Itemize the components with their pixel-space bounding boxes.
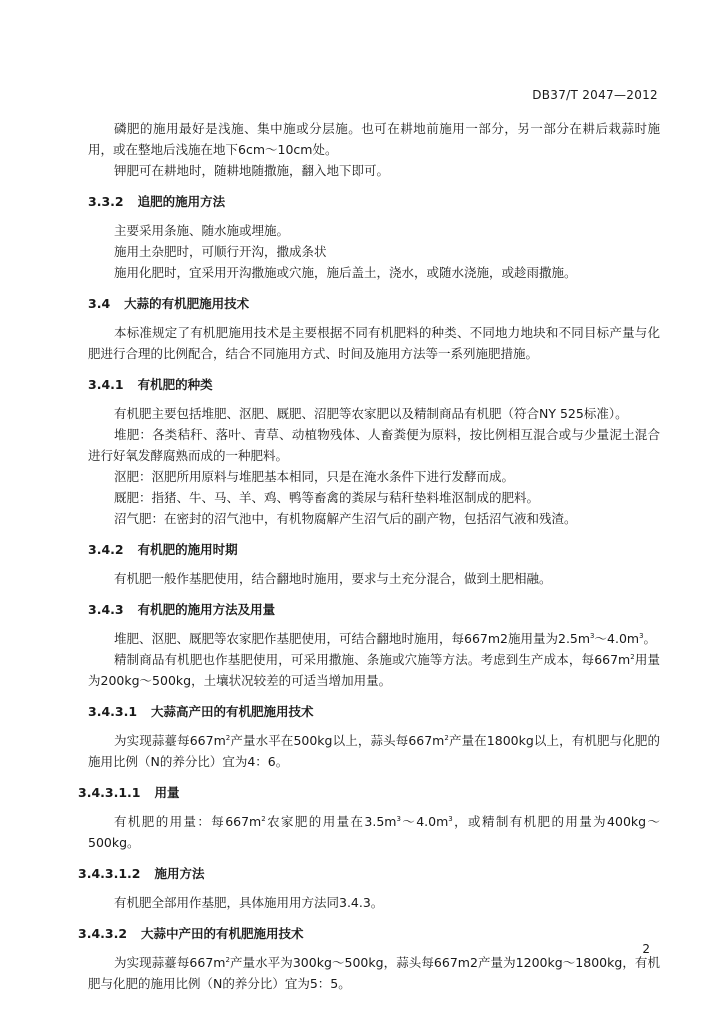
paragraph-topdress-methods: 主要采用条施、随水施或埋施。 bbox=[114, 223, 290, 238]
heading-3-4-1 bbox=[88, 374, 660, 395]
paragraph-organic-types: 有机肥主要包括堆肥、沤肥、厩肥、沼肥等农家肥以及精制商品有机肥（符合NY 525标准）。 bbox=[114, 406, 628, 421]
section-title: 大蒜中产田的有机肥施用技术 bbox=[141, 926, 304, 941]
paragraph-application-method: 有机肥全部用作基肥，具体施用用方法同3.4.3。 bbox=[114, 895, 384, 910]
section-number: 3.4.3.2 bbox=[78, 926, 128, 941]
section-title: 大蒜高产田的有机肥施用技术 bbox=[151, 704, 314, 719]
heading-3-4-3-1 bbox=[88, 701, 660, 722]
paragraph-compost: 堆肥：各类秸秆、落叶、青草、动植物残体、人畜粪便为原料，按比例相互混合或与少量泥土混合进行好氧发酵腐熟而成的一种肥料。 bbox=[88, 427, 660, 463]
section-title: 大蒜的有机肥施用技术 bbox=[124, 296, 250, 311]
section-title: 有机肥的施用时期 bbox=[137, 542, 238, 557]
section-number: 3.4.1 bbox=[88, 377, 124, 392]
paragraph-phosphate: 磷肥的施用最好是浅施、集中施或分层施。也可在耕地前施用一部分，另一部分在耕后栽蒜时施用，或在整地后浅施在地下6cm～10cm处。 bbox=[88, 121, 660, 157]
heading-3-4-2 bbox=[88, 539, 660, 560]
heading-3-4-3-1-1 bbox=[78, 782, 660, 803]
section-title: 施用方法 bbox=[154, 866, 205, 881]
heading-3-4-3 bbox=[88, 599, 660, 620]
section-number: 3.4.3.1 bbox=[88, 704, 138, 719]
paragraph-commercial-rate: 精制商品有机肥也作基肥使用，可采用撒施、条施或穴施等方法。考虑到生产成本，每$667m^2$用量为200kg～500kg，土壤状况较差的可适当增加用量。 bbox=[88, 652, 660, 688]
section-number: 3.4.3.1.1 bbox=[78, 785, 141, 800]
paragraph-retting: 沤肥：沤肥所用原料与堆肥基本相同，只是在淹水条件下进行发酵而成。 bbox=[114, 469, 515, 484]
section-number: 3.3.2 bbox=[88, 194, 124, 209]
section-title: 有机肥的种类 bbox=[137, 377, 213, 392]
heading-3-3-2 bbox=[88, 191, 660, 212]
page-number: 2 bbox=[642, 942, 650, 956]
document-body bbox=[78, 118, 660, 994]
section-title: 有机肥的施用方法及用量 bbox=[137, 602, 276, 617]
paragraph-manure: 施用土杂肥时，可顺行开沟，撒成条状 bbox=[114, 244, 327, 259]
section-number: 3.4.3 bbox=[88, 602, 124, 617]
heading-3-4-3-1-2 bbox=[78, 863, 660, 884]
paragraph-biogas: 沼气肥：在密封的沼气池中，有机物腐解产生沼气后的副产物，包括沼气液和残渣。 bbox=[114, 511, 577, 526]
paragraph-dosage: 有机肥的用量：每$667m^2$农家肥的用量在$3.5m^3\sim 4.0m^3$，或精制有机肥的用量为400kg～500kg。 bbox=[88, 814, 660, 850]
doc-id: DB37/T 2047—2012 bbox=[532, 88, 658, 102]
heading-3-4 bbox=[88, 293, 660, 314]
heading-3-4-3-2 bbox=[78, 923, 660, 944]
paragraph-standard-scope: 本标准规定了有机肥施用技术是主要根据不同有机肥料的种类、不同地力地块和不同目标产量与化肥进行合理的比例配合，结合不同施用方式、时间及施用方法等一系列施肥措施。 bbox=[88, 325, 660, 361]
paragraph-potash: 钾肥可在耕地时，随耕地随撒施，翻入地下即可。 bbox=[114, 163, 390, 178]
paragraph-timing: 有机肥一般作基肥使用，结合翻地时施用，要求与土充分混合，做到土肥相融。 bbox=[114, 571, 552, 586]
section-title: 用量 bbox=[154, 785, 180, 800]
paragraph-high-yield: 为实现蒜薹每$667m^2$产量水平在500kg以上，蒜头每$667m^2$产量在1800kg以上，有机肥与化肥的施用比例（N的养分比）宜为4：6。 bbox=[88, 733, 660, 769]
paragraph-farm-manure-rate: 堆肥、沤肥、厩肥等农家肥作基肥使用，可结合翻地时施用，每667m2施用量为$2.5m^3\sim 4.0m^3$。 bbox=[114, 631, 657, 646]
section-number: 3.4 bbox=[88, 296, 111, 311]
section-number: 3.4.2 bbox=[88, 542, 124, 557]
paragraph-stable-manure: 厩肥：指猪、牛、马、羊、鸡、鸭等畜禽的粪尿与秸秆垫料堆沤制成的肥料。 bbox=[114, 490, 540, 505]
section-title: 追肥的施用方法 bbox=[137, 194, 226, 209]
paragraph-chemical: 施用化肥时，宜采用开沟撒施或穴施，施后盖土，浇水，或随水浇施，或趁雨撒施。 bbox=[114, 265, 577, 280]
paragraph-mid-yield: 为实现蒜薹每$667m^2$产量水平为300kg～500kg，蒜头每667m2产量为1200kg～1800kg，有机肥与化肥的施用比例（N的养分比）宜为5：5。 bbox=[88, 955, 660, 991]
section-number: 3.4.3.1.2 bbox=[78, 866, 141, 881]
